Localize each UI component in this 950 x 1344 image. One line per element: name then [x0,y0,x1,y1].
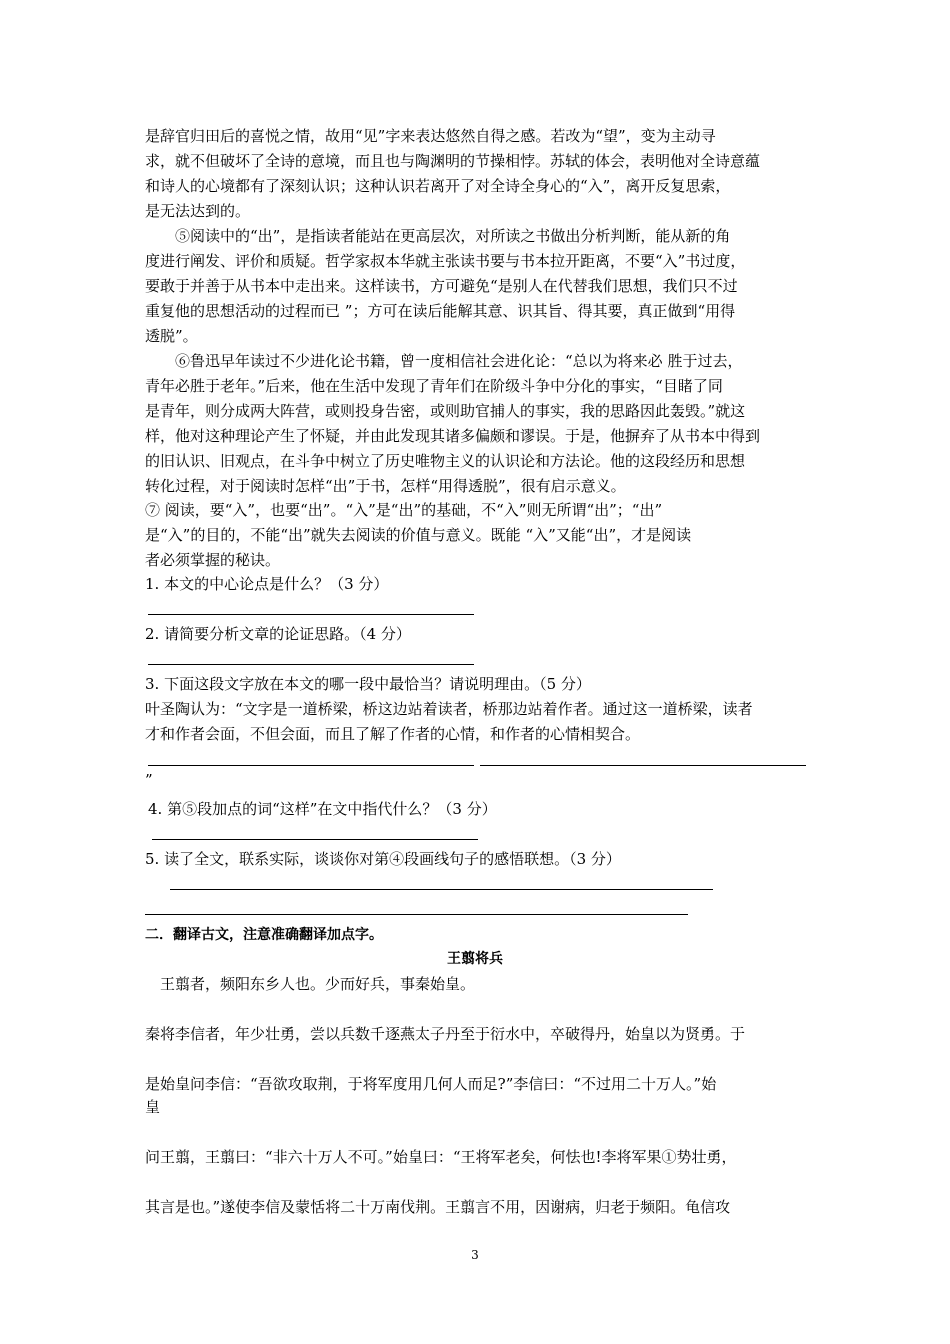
classical-line: 皇 [145,1098,161,1116]
quote-line: 才和作者会面，不但会面，而且了解了作者的心情，和作者的心情相契合。 [145,725,641,743]
question-4: 4. 第⑤段加点的词“这样”在文中指代什么？（3 分） [148,800,497,818]
closing-quote: ” [145,771,153,789]
answer-line-5b[interactable] [145,914,688,915]
classical-line: 秦将李信者，年少壮勇，尝以兵数千逐燕太子丹至于衍水中，卒破得丹，始皇以为贤勇。于 [145,1025,746,1043]
passage-line: ⑤阅读中的“出”，是指读者能站在更高层次，对所读之书做出分析判断，能从新的角 [175,227,731,245]
passage-line: ⑥鲁迅早年读过不少进化论书籍，曾一度相信社会进化论：“总以为将来必 胜于过去， [175,352,743,370]
classical-line: 王翦者，频阳东乡人也。少而好兵，事秦始皇。 [160,975,476,993]
section-heading: 二．翻译古文，注意准确翻译加点字。 [145,927,383,943]
passage-line: 和诗人的心境都有了深刻认识；这种认识若离开了对全诗全身心的“入”，离开反复思索， [145,177,731,195]
passage-line: 是“入”的目的，不能“出”就失去阅读的价值与意义。既能 “入”又能“出”，才是阅读 [145,526,692,544]
passage-line: 的旧认识、旧观点，在斗争中树立了历史唯物主义的认识论和方法论。他的这段经历和思想 [145,452,746,470]
classical-line: 其言是也。”遂使李信及蒙恬将二十万南伐荆。王翦言不用，因谢病，归老于频阳。龟信攻 [145,1198,731,1216]
answer-line-5a[interactable] [170,889,713,890]
passage-line: 重复他的思想活动的过程而已 ”；方可在读后能解其意、识其旨、得其要，真正做到“用得 [145,302,736,320]
passage-line: 求，就不但破坏了全诗的意境，而且也与陶渊明的节操相悖。苏轼的体会，表明他对全诗意蕴 [145,152,761,170]
passage-line: 是无法达到的。 [145,202,251,220]
question-1: 1. 本文的中心论点是什么？（3 分） [145,575,389,593]
quote-line: 叶圣陶认为：“文字是一道桥梁，桥这边站着读者，桥那边站着作者。通过这一道桥梁，读者 [145,700,753,718]
passage-line: ⑦ 阅读，要“入”，也要“出”。“入”是“出”的基础，不“入”则无所谓“出”；“出” [145,501,663,519]
passage-line: 样，他对这种理论产生了怀疑，并由此发现其诸多偏颇和谬误。于是，他摒弃了从书本中得到 [145,427,761,445]
passage-line: 是青年，则分成两大阵营，或则投身告密，或则助官捕人的事实，我的思路因此轰毁。”就这 [145,402,746,420]
passage-line: 是辞官归田后的喜悦之情，故用“见”字来表达悠然自得之感。若改为“望”，变为主动寻 [145,127,716,145]
answer-line-3b[interactable] [480,765,806,766]
passage-line: 要敢于并善于从书本中走出来。这样读书，方可避免“是别人在代替我们思想，我们只不过 [145,277,738,295]
page-number: 3 [471,1248,479,1262]
passage-line: 转化过程，对于阅读时怎样“出”于书，怎样“用得透脱”，很有启示意义。 [145,477,626,495]
question-5: 5. 读了全文，联系实际，谈谈你对第④段画线句子的感悟联想。（3 分） [145,850,621,868]
classical-line: 问王翦，王翦曰：“非六十万人不可。”始皇曰：“王将军老矣，何怯也!李将军果①势壮勇， [145,1148,737,1166]
passage-line: 者必须掌握的秘诀。 [145,551,281,569]
passage-line: 透脱”。 [145,327,198,345]
classical-line: 是始皇问李信：“吾欲攻取荆，于将军度用几何人而足?”李信曰：“不过用二十万人。”始 [145,1075,717,1093]
answer-line-1[interactable] [148,614,474,615]
passage-line: 青年必胜于老年。”后来，他在生活中发现了青年们在阶级斗争中分化的事实，“目睹了同 [145,377,723,395]
answer-line-4[interactable] [152,839,478,840]
answer-line-2[interactable] [148,664,474,665]
question-2: 2. 请简要分析文章的论证思路。（4 分） [145,625,411,643]
answer-line-3a[interactable] [148,765,474,766]
question-3: 3. 下面这段文字放在本文的哪一段中最恰当？请说明理由。（5 分） [145,675,591,693]
passage-line: 度进行阐发、评价和质疑。哲学家叔本华就主张读书要与书本拉开距离，不要“入”书过度， [145,252,746,270]
classical-title: 王翦将兵 [447,951,503,967]
